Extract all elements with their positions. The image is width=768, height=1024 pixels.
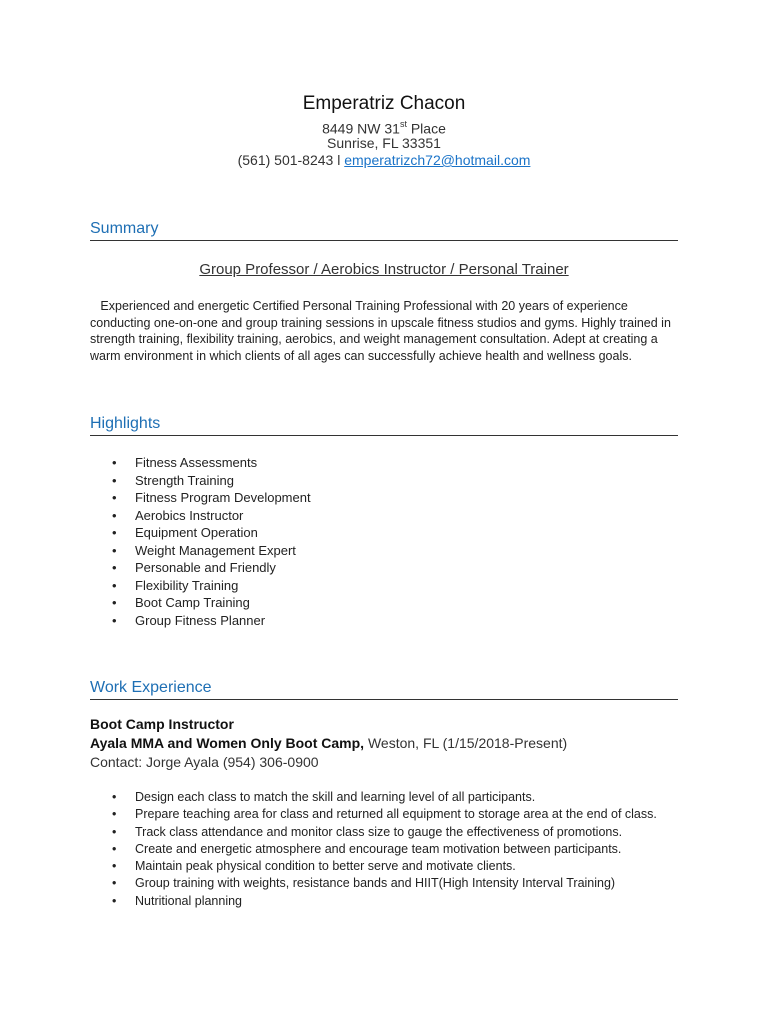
highlight-item: • Aerobics Instructor xyxy=(90,507,678,525)
highlight-item: • Group Fitness Planner xyxy=(90,612,678,630)
work-experience-heading: Work Experience xyxy=(90,678,678,700)
duty-item: • Create and energetic atmosphere and encourage team motivation between participants. xyxy=(90,841,678,858)
contact-line xyxy=(90,152,678,169)
city-line: Sunrise, FL 33351 xyxy=(327,135,441,151)
employer-line xyxy=(90,735,567,751)
highlight-item: • Weight Management Expert xyxy=(90,542,678,560)
highlight-item: • Strength Training xyxy=(90,472,678,490)
highlights-list xyxy=(90,454,678,629)
highlight-item: • Fitness Assessments xyxy=(90,454,678,472)
duty-item: • Nutritional planning xyxy=(90,893,678,910)
phone-number: (561) 501-8243 l xyxy=(237,152,345,168)
duty-item: • Prepare teaching area for class and returned all equipment to storage area at the end of class. xyxy=(90,806,678,823)
address-street-suffix: Place xyxy=(406,120,446,137)
highlight-item: • Equipment Operation xyxy=(90,524,678,542)
employer-name: Ayala MMA and Women Only Boot Camp, xyxy=(90,735,365,751)
address-ordinal: st xyxy=(399,119,407,129)
address-street: 8449 NW 31 xyxy=(322,120,400,137)
highlight-item: • Personable and Friendly xyxy=(90,559,678,577)
job-title: Boot Camp Instructor xyxy=(90,716,234,732)
highlight-item: • Boot Camp Training xyxy=(90,594,678,612)
email-link[interactable]: emperatrizch72@hotmail.com xyxy=(344,152,531,168)
job-location-dates: Weston, FL (1/15/2018-Present) xyxy=(364,735,568,751)
summary-subtitle: Group Professor / Aerobics Instructor / Personal Trainer xyxy=(199,261,569,278)
highlight-item: • Flexibility Training xyxy=(90,577,678,595)
summary-text: Experienced and energetic Certified Personal Training Professional with 20 years of experience conducting one-on-one and group training sessions in upscale fitness studios and gyms. Highly trained in strength training, flexibility training, aerobics, and weight management consultation. Adept at creating a warm environment in which clients of all ages can successfully achieve health and wellness goals. xyxy=(90,299,675,363)
duties-list xyxy=(90,789,678,910)
duty-item: • Design each class to match the skill and learning level of all participants. xyxy=(90,789,678,806)
job-contact: Contact: Jorge Ayala (954) 306-0900 xyxy=(90,754,319,770)
candidate-name: Emperatriz Chacon xyxy=(302,93,466,114)
duty-item: • Group training with weights, resistance bands and HIIT(High Intensity Interval Training) xyxy=(90,875,678,892)
duty-item: • Track class attendance and monitor class size to gauge the effectiveness of promotions. xyxy=(90,824,678,841)
highlight-item: • Fitness Program Development xyxy=(90,489,678,507)
highlights-heading: Highlights xyxy=(90,414,678,436)
duty-item: • Maintain peak physical condition to better serve and motivate clients. xyxy=(90,858,678,875)
summary-heading: Summary xyxy=(90,219,678,241)
